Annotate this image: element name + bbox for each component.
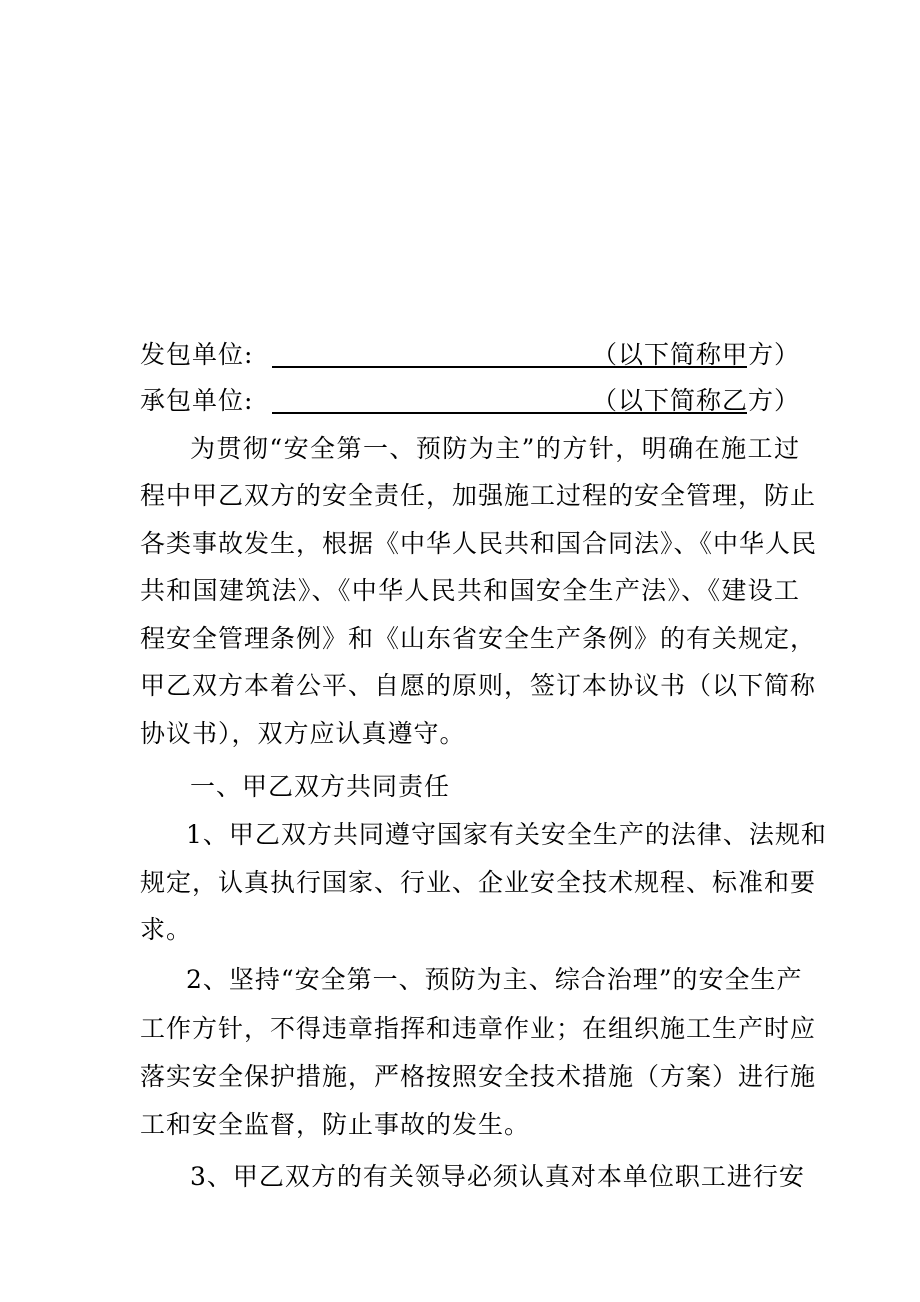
intro-line-3: 各类事故发生，根据《中华人民共和国合同法》、《中华人民 <box>140 529 818 558</box>
intro-line-5: 程安全管理条例》和《山东省安全生产条例》的有关规定， <box>140 624 817 653</box>
item3-line-1: 3、甲乙双方的有关领导必须认真对本单位职工进行安 <box>190 1162 805 1191</box>
contractor-note: （以下简称乙方） <box>591 386 800 415</box>
employer-note: （以下简称甲方） <box>591 340 800 369</box>
item2-line-4: 工和安全监督，防止事故的发生。 <box>140 1110 531 1139</box>
intro-line-1: 为贯彻“安全第一、预防为主”的方针，明确在施工过 <box>190 434 800 463</box>
contractor-label: 承包单位: <box>140 386 254 415</box>
intro-line-6: 甲乙双方本着公平、自愿的原则，签订本协议书（以下简称 <box>140 671 817 700</box>
section-heading: 一、甲乙双方共同责任 <box>190 772 451 801</box>
employer-label: 发包单位: <box>140 340 254 369</box>
item1-line-2: 规定，认真执行国家、行业、企业安全技术规程、标准和要 <box>140 868 817 897</box>
item1-line-3: 求。 <box>140 915 193 944</box>
intro-line-2: 程中甲乙双方的安全责任，加强施工过程的安全管理，防止 <box>140 481 817 510</box>
item2-line-1: 2、坚持“安全第一、预防为主、综合治理”的安全生产 <box>186 965 803 994</box>
item1-line-1: 1、甲乙双方共同遵守国家有关安全生产的法律、法规和 <box>186 820 827 849</box>
employer-field-row <box>140 338 800 372</box>
item2-line-3: 落实安全保护措施，严格按照安全技术措施（方案）进行施 <box>140 1062 817 1091</box>
contractor-field-row <box>140 384 800 418</box>
intro-line-4: 共和国建筑法》、《中华人民共和国安全生产法》、《建设工 <box>140 576 800 605</box>
item2-line-2: 工作方针，不得违章指挥和违章作业；在组织施工生产时应 <box>140 1014 817 1043</box>
intro-line-7: 协议书），双方应认真遵守。 <box>140 719 466 748</box>
